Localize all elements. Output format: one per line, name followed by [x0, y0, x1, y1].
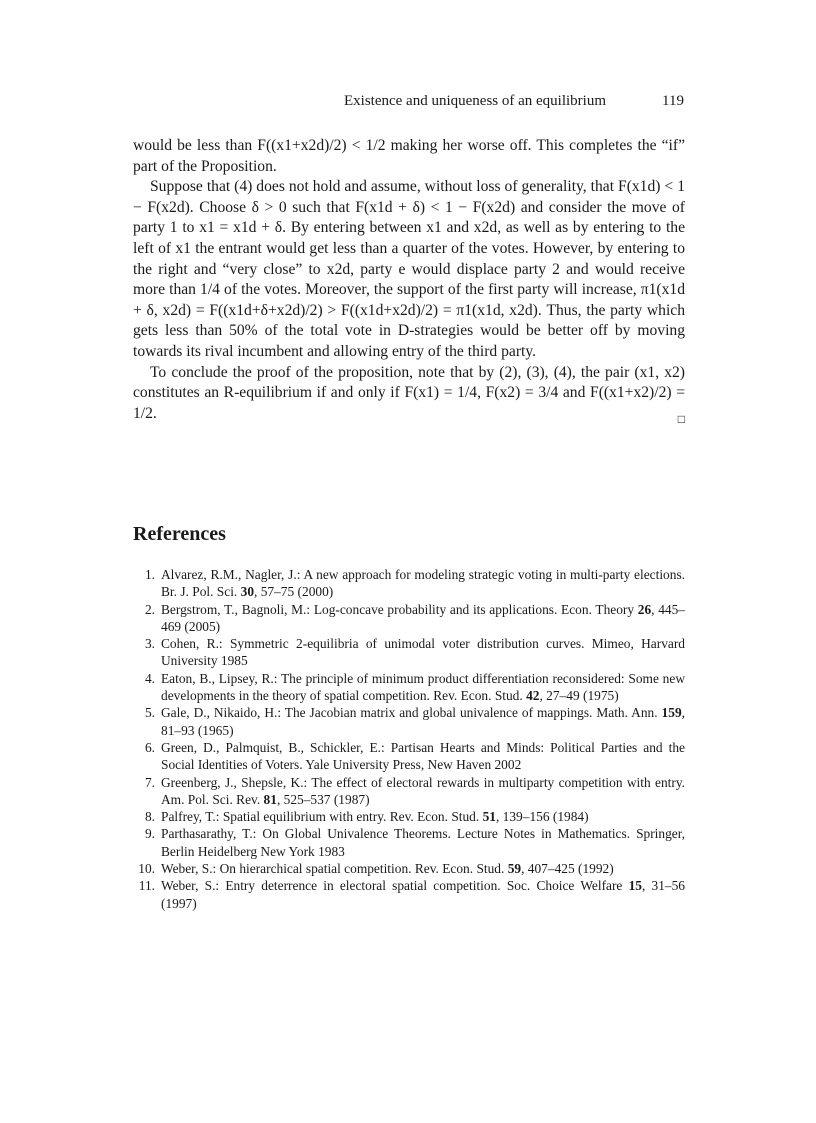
reference-item — [133, 739, 685, 774]
reference-pages: , 407–425 (1992) — [521, 861, 614, 877]
reference-item — [133, 825, 685, 860]
reference-volume: 30 — [240, 584, 255, 600]
reference-number: 2. — [144, 601, 155, 617]
reference-pages: , 31–56 (1997) — [161, 878, 685, 911]
reference-item — [133, 808, 685, 825]
reference-number: 8. — [144, 809, 155, 825]
reference-item — [133, 774, 685, 809]
paragraph-conclusion-text: To conclude the proof of the proposition, note that by (2), (3), (4), the pair (x1, x2) constitutes an R-equilibrium if and only if F(x1) = 1/4, F(x2) = 3/4 and F((x1+x2)/2) = 1/2. — [133, 363, 685, 422]
reference-volume: 26 — [637, 601, 652, 617]
reference-text: Weber, S.: On hierarchical spatial competition. Rev. Econ. Stud. — [161, 861, 508, 877]
reference-number: 11. — [138, 878, 155, 894]
reference-number: 5. — [144, 705, 155, 721]
reference-list — [133, 566, 685, 912]
paragraph-proof-end: would be less than F((x1+x2d)/2) < 1/2 making her worse off. This completes the “if” part of the Proposition. — [133, 137, 685, 175]
reference-text: Alvarez, R.M., Nagler, J.: A new approach for modeling strategic voting in multi-party elections. Br. J. Pol. Sci. — [161, 567, 685, 600]
reference-number: 3. — [144, 636, 155, 652]
reference-item — [133, 566, 685, 601]
reference-text: Gale, D., Nikaido, H.: The Jacobian matrix and global univalence of mappings. Math. Ann. — [161, 705, 662, 721]
reference-text: Green, D., Palmquist, B., Schickler, E.: Partisan Hearts and Minds: Political Parties and the Social Identities of Voters. Yale University Press, New Haven 2002 — [161, 739, 685, 773]
reference-item — [133, 601, 685, 636]
reference-volume: 59 — [507, 861, 522, 877]
reference-item — [133, 670, 685, 705]
references-heading: References — [133, 522, 226, 545]
reference-text: Greenberg, J., Shepsle, K.: The effect of electoral rewards in multiparty competition with entry. Am. Pol. Sci. Rev. — [161, 774, 685, 807]
reference-pages: , 525–537 (1987) — [276, 791, 370, 807]
reference-text: Eaton, B., Lipsey, R.: The principle of minimum product differentiation reconsidered: Some new developments in the theory of spatial competition. Rev. Econ. Stud. — [161, 670, 685, 704]
running-title: Existence and uniqueness of an equilibrium — [344, 93, 607, 109]
reference-number: 1. — [144, 567, 155, 582]
body-text — [133, 136, 685, 429]
reference-number: 10. — [138, 861, 155, 877]
reference-volume: 42 — [526, 688, 540, 704]
reference-volume: 81 — [263, 791, 277, 807]
reference-text: Palfrey, T.: Spatial equilibrium with entry. Rev. Econ. Stud. — [161, 809, 483, 825]
page-number: 119 — [662, 93, 684, 109]
reference-pages: , 445–469 (2005) — [161, 601, 685, 634]
reference-volume: 159 — [661, 705, 682, 721]
reference-text: Parthasarathy, T.: On Global Univalence Theorems. Lecture Notes in Mathematics. Springer, Berlin Heidelberg New York 1983 — [161, 826, 685, 859]
reference-number: 9. — [144, 826, 155, 842]
reference-text: Cohen, R.: Symmetric 2-equilibria of unimodal voter distribution curves. Mimeo, Harvard University 1985 — [161, 636, 685, 669]
reference-item — [133, 704, 685, 739]
paragraph-suppose: Suppose that (4) does not hold and assume, without loss of generality, that F(x1d) < 1 − F(x2d). Choose δ > 0 such that F(x1d + δ) < 1 − F(x2d) and consider the move of party 1 to x1 = x1d + δ. By entering between x1 and x2d, as well as by entering to the left of x1 the entrant would get less than a quarter of the votes. However, by entering to the right and “very close” to x2d, party e would displace party 2 and would receive more than 1/4 of the votes. Moreover, the support of the first party will increase, π1(x1d + δ, x2d) = F((x1d+δ+x2d)/2) > F((x1d+x2d)/2) = π1(x1d, x2d). Thus, the party which gets less than 50% of the total vote in D-strategies would be better off by moving towards its rival incumbent and allowing entry of the third party. — [133, 178, 685, 360]
reference-pages: , 27–49 (1975) — [539, 688, 619, 704]
reference-number: 4. — [144, 670, 155, 686]
paragraph-conclusion — [133, 363, 685, 425]
reference-number: 6. — [144, 739, 155, 755]
reference-pages: , 81–93 (1965) — [161, 705, 685, 738]
reference-item — [133, 877, 685, 912]
qed-symbol: □ — [677, 411, 685, 426]
reference-volume: 51 — [482, 809, 496, 825]
reference-text: Bergstrom, T., Bagnoli, M.: Log-concave probability and its applications. Econ. Theory — [161, 601, 638, 617]
reference-volume: 15 — [628, 878, 642, 894]
reference-item — [133, 635, 685, 670]
reference-pages: , 57–75 (2000) — [254, 584, 334, 600]
reference-text: Weber, S.: Entry deterrence in electoral spatial competition. Soc. Choice Welfare — [161, 878, 629, 894]
reference-pages: , 139–156 (1984) — [495, 809, 589, 825]
reference-number: 7. — [144, 774, 155, 790]
reference-item — [133, 860, 685, 877]
